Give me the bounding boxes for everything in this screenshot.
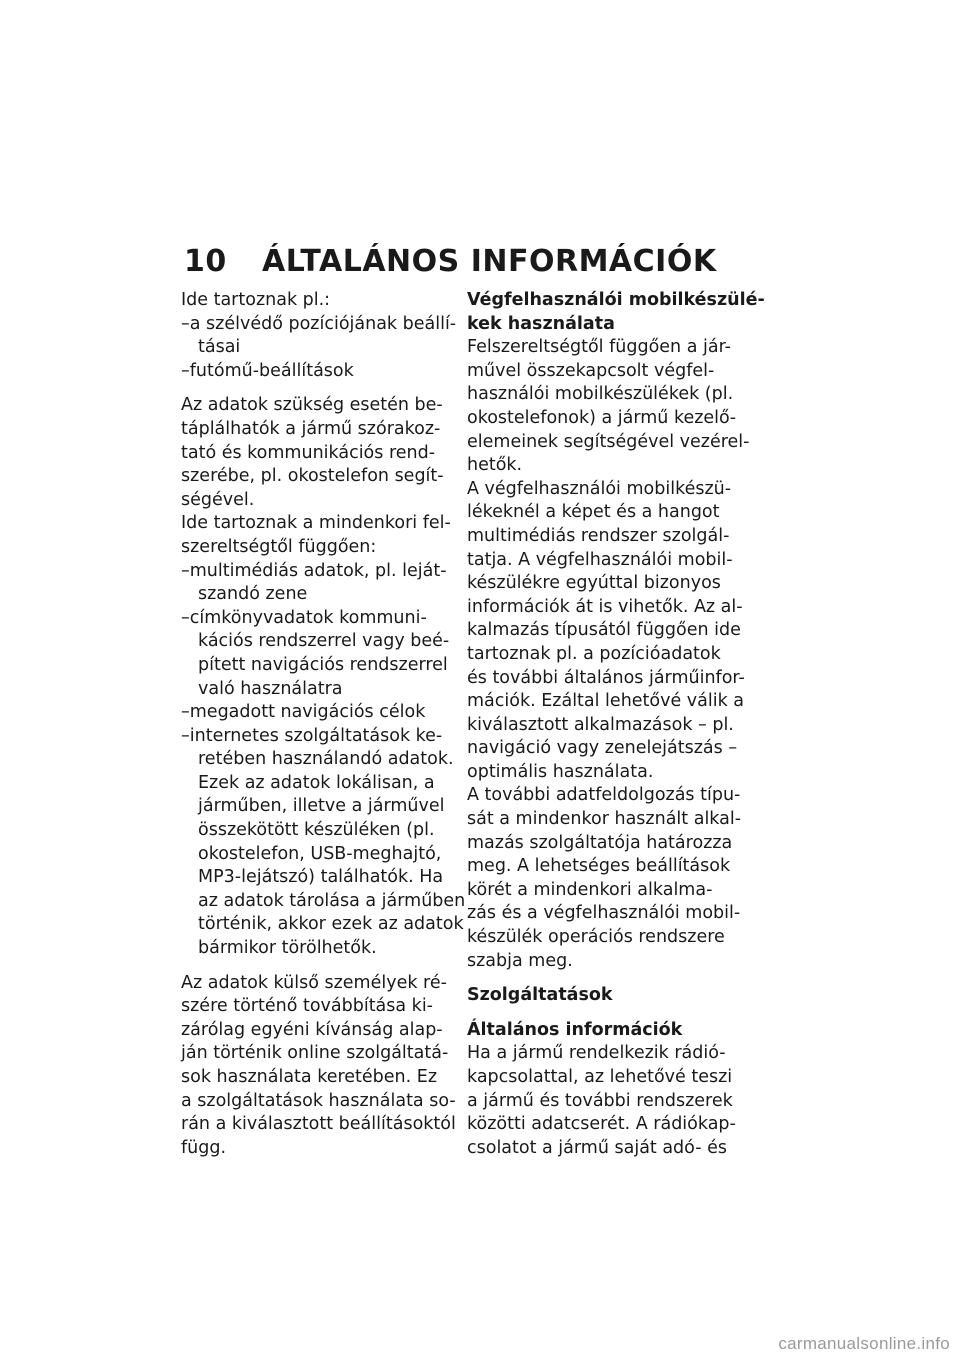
text-line: körét a mindenkori alkalma-	[467, 879, 713, 900]
text-line: retében használandó adatok.	[198, 749, 454, 770]
text-line: az adatok tárolása a járműben	[198, 890, 466, 911]
text-line: Ide tartoznak a mindenkori fel-	[181, 513, 451, 534]
text-line: Az adatok külső személyek ré-	[181, 972, 447, 993]
text-line: rán a kiválasztott beállításoktól	[181, 1114, 456, 1135]
text-line: navigáció vagy zenelejátszás –	[467, 738, 738, 759]
paragraph-gap	[467, 1008, 739, 1019]
text-line: szandó zene	[198, 584, 308, 605]
right-column	[467, 289, 765, 1160]
chapter-number: 10	[184, 244, 227, 279]
watermark: carmanualsonline.info	[778, 1334, 950, 1353]
text-line: tatja. A végfelhasználói mobil-	[467, 549, 733, 570]
text-line: kációs rendszerrel vagy beé-	[198, 631, 450, 652]
text-line: zás és a végfelhasználói mobil-	[467, 903, 741, 924]
text-line: kalmazás típusától függően ide	[467, 620, 741, 641]
paragraph-gap	[467, 973, 739, 984]
section-heading: Általános információk	[467, 1019, 683, 1040]
section-heading: Végfelhasználói mobilkészülé-	[467, 290, 765, 310]
text-line: –futómű-beállítások	[181, 360, 354, 381]
text-line: okostelefonok) a jármű kezelő-	[467, 407, 737, 428]
text-line: Ha a jármű rendelkezik rádió-	[467, 1043, 726, 1064]
section-heading: Szolgáltatások	[467, 985, 613, 1006]
left-column	[181, 289, 466, 1160]
text-line: sok használata keretében. Ez	[181, 1067, 438, 1087]
text-line: sát a mindenkor használt alkal-	[467, 809, 742, 830]
text-line: közötti adatcserét. A rádiókap-	[467, 1114, 736, 1135]
text-line: A további adatfeldolgozás típu-	[467, 785, 741, 806]
text-line: kapcsolattal, az lehetővé teszi	[467, 1067, 733, 1087]
text-line: bármikor törölhetők.	[198, 938, 377, 959]
text-line: tásai	[198, 337, 241, 358]
text-line: a jármű és további rendszerek	[467, 1090, 733, 1111]
text-line: csolatot a jármű saját adó- és	[467, 1137, 727, 1158]
text-line: tató és kommunikációs rend-	[181, 442, 436, 463]
text-line: multimédiás rendszer szolgál-	[467, 525, 730, 546]
text-line: mazás szolgáltatója határozza	[467, 832, 733, 853]
text-line: összekötött készüléken (pl.	[198, 820, 435, 841]
text-line: –címkönyvadatok kommuni-	[181, 607, 427, 628]
text-line: –multimédiás adatok, pl. leját-	[181, 560, 447, 581]
text-line: ján történik online szolgáltatá-	[181, 1043, 449, 1064]
text-line: Felszereltségtől függően a jár-	[467, 337, 731, 358]
text-line: készülék operációs rendszere	[467, 927, 725, 948]
text-line: lékeknél a képet és a hangot	[467, 502, 720, 523]
text-line: történik, akkor ezek az adatok	[198, 914, 464, 935]
text-line: –megadott navigációs célok	[181, 702, 426, 723]
text-line: művel összekapcsolt végfel-	[467, 360, 715, 381]
text-line: optimális használata.	[467, 761, 654, 782]
text-line: szerébe, pl. okostelefon segít-	[181, 466, 444, 487]
text-line: és további általános járműinfor-	[467, 667, 745, 688]
text-line: elemeinek segítségével vezérel-	[467, 431, 750, 452]
text-line: Az adatok szükség esetén be-	[181, 395, 443, 416]
text-line: készülékre egyúttal bizonyos	[467, 573, 721, 594]
chapter-header	[184, 244, 717, 279]
text-line: a szolgáltatások használata so-	[181, 1090, 456, 1111]
text-line: információk át is vihetők. Az al-	[467, 596, 743, 617]
text-line: A végfelhasználói mobilkészü-	[467, 478, 732, 499]
text-line: szereltségtől függően:	[181, 536, 377, 557]
paragraph-gap	[181, 383, 453, 394]
text-line: pített navigációs rendszerrel	[198, 654, 448, 675]
text-line: függ.	[181, 1137, 227, 1158]
text-line: ségével.	[181, 489, 255, 510]
text-line: mációk. Ezáltal lehetővé válik a	[467, 691, 745, 712]
text-line: zárólag egyéni kívánság alap-	[181, 1019, 443, 1040]
text-line: szére történő továbbítása ki-	[181, 996, 433, 1017]
text-line: Ezek az adatok lokálisan, a	[198, 772, 435, 793]
text-line: okostelefon, USB-meghajtó,	[198, 843, 442, 864]
section-heading: kek használata	[467, 313, 615, 334]
text-line: hetők.	[467, 455, 523, 476]
text-line: való használatra	[198, 678, 343, 699]
text-line: használói mobilkészülékek (pl.	[467, 384, 734, 405]
text-line: –a szélvédő pozíciójának beállí-	[181, 313, 457, 334]
text-line: szabja meg.	[467, 950, 573, 971]
text-line: járműben, illetve a járművel	[198, 796, 445, 817]
text-line: –internetes szolgáltatások ke-	[181, 725, 443, 746]
text-line: Ide tartoznak pl.:	[181, 290, 331, 310]
text-line: MP3-lejátszó) találhatók. Ha	[198, 867, 444, 888]
text-line: meg. A lehetséges beállítások	[467, 856, 731, 877]
text-line: kiválasztott alkalmazások – pl.	[467, 714, 734, 735]
text-line: tartoznak pl. a pozícióadatok	[467, 643, 721, 664]
paragraph-gap	[181, 961, 453, 972]
chapter-title: ÁLTALÁNOS INFORMÁCIÓK	[262, 244, 717, 279]
text-line: táplálhatók a jármű szórakoz-	[181, 418, 441, 439]
